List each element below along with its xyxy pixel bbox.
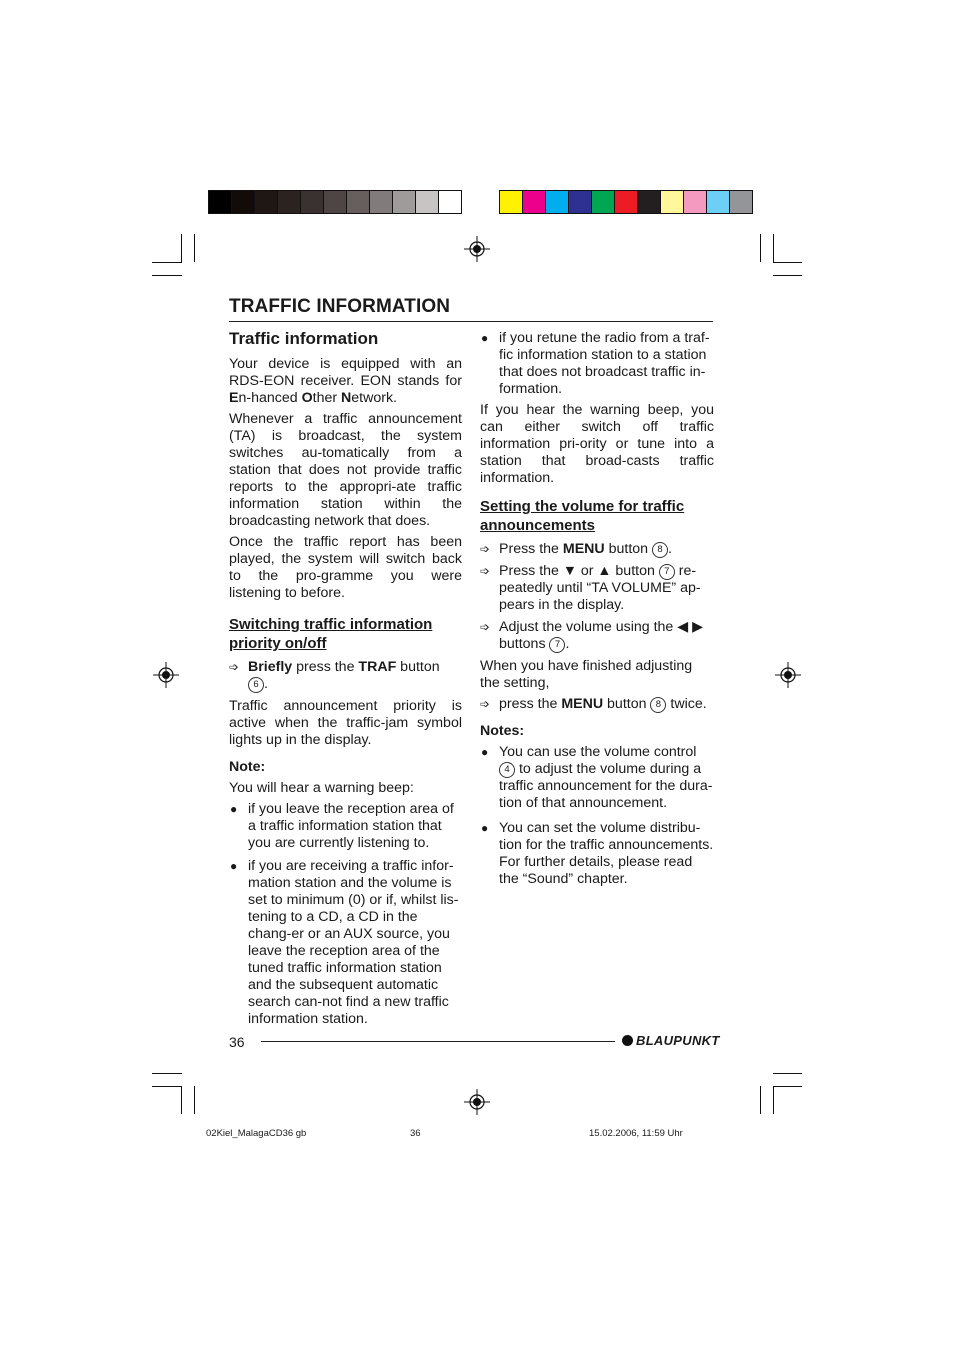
text: Press the [499,541,563,557]
color-swatch [523,191,546,213]
paragraph: Once the traffic report has been played, the system will switch back to the pro-gramme you were listening to before. [229,534,462,601]
instruction-step [480,696,714,713]
page-number: 36 [229,1034,245,1050]
color-swatch [684,191,707,213]
crop-mark [194,1086,195,1114]
text: button [604,541,652,557]
logo-dot-icon [622,1035,633,1046]
footer-rule [261,1041,615,1042]
crop-mark [773,1086,774,1114]
crop-mark [773,1086,802,1087]
crop-mark [152,1073,182,1074]
text: N [341,390,352,406]
text: . [565,636,570,652]
text: Your device is equipped with an RDS-EON receiver. EON stands for [229,356,462,389]
bullet-icon: ● [230,859,238,873]
text: if you leave the reception area of a traffic information station that you are currently listening to. [248,801,454,851]
grayscale-calibration-bar [208,190,462,214]
color-swatch [232,191,255,213]
left-column [229,329,462,1034]
bullet-icon: ● [230,802,238,816]
button-number: 7 [659,564,675,580]
notes-label: Notes: [480,723,525,739]
right-column [480,330,714,894]
bullet-item [480,744,714,812]
text: press the [499,696,562,712]
brand-logo [622,1033,720,1048]
color-swatch [615,191,638,213]
text: if you retune the radio from a traf-fic information station to a station that does not broadcast traffic in-formation. [499,330,710,397]
text: if you are receiving a traffic infor-mation station and the volume is set to minimum (0) or if, whilst lis-tening to a CD, a CD in the chang-er or an AUX source, you leave the reception area of the tuned traffic information station and the subsequent automatic search can-not find a new traffic information station. [248,858,459,1027]
text: button [396,659,440,675]
color-swatch [638,191,661,213]
instruction-step [229,659,462,693]
bullet-icon: ● [481,821,489,835]
color-swatch [546,191,569,213]
crop-mark [152,275,182,276]
text: to adjust the volume during a traffic announcement for the dura-tion of that announcement. [499,761,713,811]
text: button [603,696,651,712]
print-meta-date: 15.02.2006, 11:59 Uhr [589,1128,683,1139]
bullet-item [229,858,462,1028]
text: button [611,563,659,579]
subheading: Switching traffic information priority on/off [229,616,433,652]
crop-mark [181,234,182,262]
color-swatch [416,191,439,213]
button-number: 8 [650,697,666,713]
color-swatch [278,191,301,213]
color-swatch [592,191,615,213]
paragraph: Whenever a traffic announcement (TA) is broadcast, the system switches au-tomatically from a station that does not provide traffic reports to the appropri-ate traffic information station within the broadcasting network that does. [229,411,462,529]
text: You can use the volume control [499,744,697,760]
text: MENU [561,696,604,712]
crop-mark [181,1086,182,1114]
subheading: Setting the volume for traffic announcements [480,498,685,534]
bullet-item [229,801,462,852]
paragraph: Traffic announcement priority is active when the traffic-jam symbol lights up in the display. [229,698,462,748]
text: TRAF [358,659,397,675]
arrow-right-icon: ➩ [480,542,491,556]
button-number: 6 [248,677,264,693]
page-title: TRAFFIC INFORMATION [229,296,451,317]
color-swatch [439,191,461,213]
paragraph: If you hear the warning beep, you can either switch off traffic information pri-ority or tune into a station that broad-casts traffic information. [480,402,714,486]
color-swatch [301,191,324,213]
crop-mark [773,234,774,262]
text: Adjust the volume using the [499,619,678,635]
text: ther [312,390,342,406]
text: E [229,390,239,406]
crop-mark [773,275,802,276]
text: MENU [562,541,605,557]
crop-mark [760,234,761,262]
bullet-icon: ● [481,331,489,345]
bullet-icon: ● [481,745,489,759]
print-meta-page: 36 [410,1128,421,1139]
arrow-right-icon: ➩ [480,620,491,634]
crop-mark [773,1073,802,1074]
color-swatch [707,191,730,213]
arrow-down-icon: ▼ [562,563,577,579]
color-swatch [370,191,393,213]
button-number: 7 [549,637,565,653]
registration-mark-icon [775,662,801,688]
text: press the [292,659,359,675]
text: You can set the volume distribu-tion for the traffic announcements. For further details, please read the “Sound” chapter. [499,820,714,887]
text: etwork. [351,390,397,406]
bullet-item [480,330,714,398]
crop-mark [194,234,195,262]
note-label: Note: [229,759,266,775]
text: Press the [499,563,563,579]
title-rule [229,321,713,322]
registration-mark-icon [464,236,490,262]
section-heading: Traffic information [229,329,379,348]
bullet-item [480,820,714,888]
note-intro: You will hear a warning beep: [229,780,414,796]
color-swatch [209,191,232,213]
text: . [264,676,268,692]
color-calibration-bar [499,190,753,214]
registration-mark-icon [153,662,179,688]
crop-mark [152,1086,182,1087]
color-swatch [730,191,752,213]
text: twice. [666,696,707,712]
color-swatch [347,191,370,213]
color-swatch [393,191,416,213]
instruction-step [480,619,714,653]
arrow-left-right-icon: ◀ ▶ [677,619,704,635]
text: buttons [499,636,550,652]
print-meta-file: 02Kiel_MalagaCD36 gb [206,1128,307,1139]
arrow-up-icon: ▲ [597,563,612,579]
crop-mark [760,1086,761,1114]
crop-mark [773,262,802,263]
arrow-right-icon: ➩ [229,660,240,674]
arrow-right-icon: ➩ [480,564,491,578]
crop-mark [152,262,182,263]
paragraph: When you have finished adjusting the setting, [480,658,693,691]
registration-mark-icon [464,1089,490,1115]
instruction-step [480,541,714,558]
intro-paragraph [229,356,462,407]
brand-name: BLAUPUNKT [636,1033,720,1048]
button-number: 8 [652,542,668,558]
color-swatch [255,191,278,213]
button-number: 4 [499,762,515,778]
text: n-hanced [238,390,302,406]
arrow-right-icon: ➩ [480,697,491,711]
text: Briefly [248,659,293,675]
color-swatch [661,191,684,213]
text: . [668,541,672,557]
text: re-peatedly until “TA VOLUME” ap-pears in the display. [499,563,701,613]
color-swatch [324,191,347,213]
text: O [301,390,313,406]
color-swatch [500,191,523,213]
instruction-step [480,563,714,614]
text: or [576,563,598,579]
color-swatch [569,191,592,213]
